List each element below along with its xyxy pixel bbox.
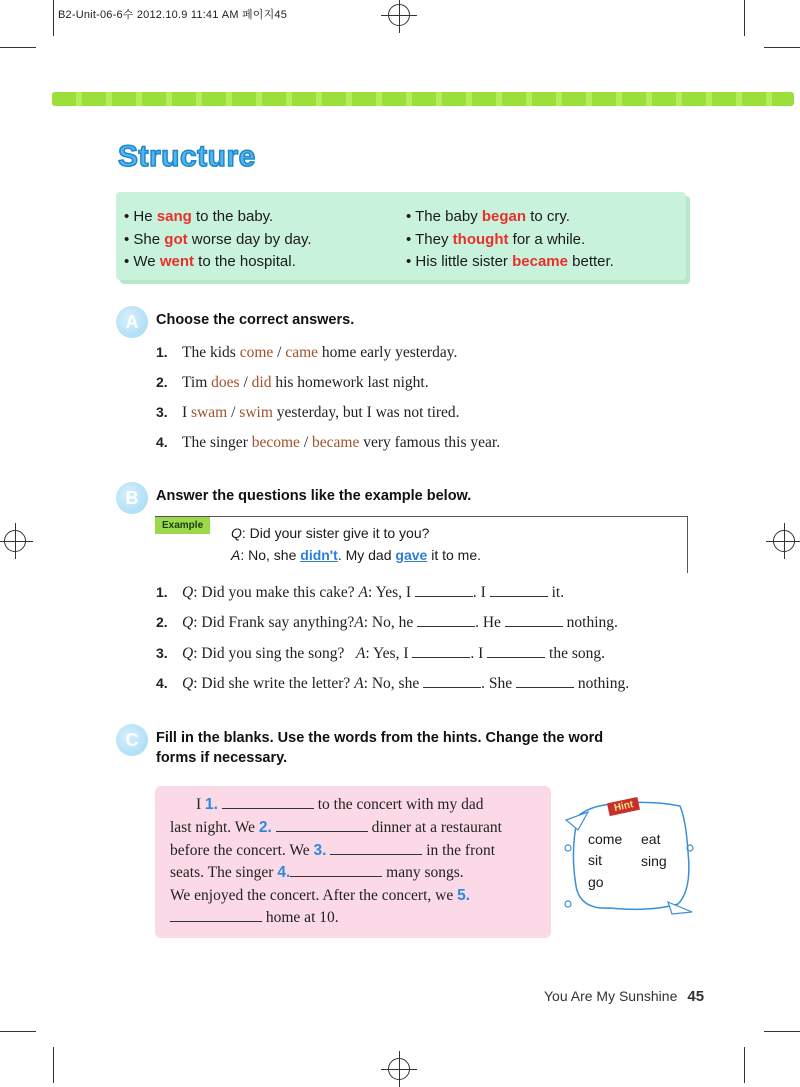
exercise-b-item: 3. Q: Did you sing the song? A: Yes, I . I the song. — [156, 645, 606, 662]
answer-blank[interactable] — [415, 584, 473, 597]
passage-line: before the concert. We 3. in the front — [170, 842, 496, 859]
crop-mark — [764, 1031, 800, 1032]
passage-line: We enjoyed the concert. After the concert, we 5. — [170, 887, 471, 904]
exercise-a-item: 2. Tim does / did his homework last night. — [156, 374, 429, 391]
crop-mark — [744, 0, 745, 36]
page-number: 45 — [687, 988, 705, 1005]
answer-blank[interactable] — [412, 645, 470, 658]
book-title: You Are My Sunshine — [544, 988, 678, 1004]
decorative-stripe — [52, 92, 794, 106]
example-box — [155, 516, 688, 573]
crop-mark — [0, 47, 36, 48]
structure-sentence: • They thought for a while. — [406, 230, 586, 248]
answer-blank[interactable] — [490, 584, 548, 597]
example-tag: Example — [155, 517, 210, 534]
passage-line: I 1. to the concert with my dad — [196, 796, 484, 813]
hint-word: go — [588, 874, 604, 890]
passage-line: seats. The singer 4. many songs. — [170, 864, 464, 881]
exercise-b-item: 1. Q: Did you make this cake? A: Yes, I . I it. — [156, 584, 565, 601]
print-header: B2-Unit-06-6수 2012.10.9 11:41 AM 페이지45 — [58, 9, 288, 21]
structure-box — [116, 192, 686, 280]
passage-blank[interactable] — [276, 819, 368, 832]
exercise-b-item: 2. Q: Did Frank say anything?A: No, he . He nothing. — [156, 614, 618, 631]
section-c-heading: Fill in the blanks. Use the words from the hints. Change the word — [156, 730, 604, 746]
page-footer — [544, 988, 704, 1005]
structure-left-column — [124, 206, 312, 274]
registration-mark-icon — [388, 4, 410, 26]
answer-blank[interactable] — [417, 614, 475, 627]
exercise-a-item: 3. I swam / swim yesterday, but I was not tired. — [156, 404, 460, 421]
registration-mark-icon — [4, 530, 26, 552]
passage-blank[interactable] — [170, 909, 262, 922]
structure-sentence: • His little sister became better. — [406, 253, 614, 270]
structure-sentence: • She got worse day by day. — [124, 230, 312, 248]
crop-mark — [764, 47, 800, 48]
registration-mark-icon — [773, 530, 795, 552]
section-a-icon: A — [116, 306, 148, 338]
crop-mark — [744, 1047, 745, 1083]
example-question: Q: Did your sister give it to you? — [231, 525, 430, 541]
passage-line: home at 10. — [170, 909, 339, 927]
answer-blank[interactable] — [423, 675, 481, 688]
passage-blank[interactable] — [290, 864, 382, 877]
answer-blank[interactable] — [516, 675, 574, 688]
structure-right-column — [406, 206, 614, 274]
passage-blank[interactable] — [330, 842, 422, 855]
section-b-icon: B — [116, 482, 148, 514]
hint-word: eat — [641, 831, 661, 847]
passage-blank[interactable] — [222, 796, 314, 809]
section-c-icon: C — [116, 724, 148, 756]
section-a-heading: Choose the correct answers. — [156, 312, 355, 328]
section-c-heading-line2: forms if necessary. — [156, 750, 288, 766]
example-answer: A: No, she didn't. My dad gave it to me. — [231, 547, 482, 563]
crop-mark — [0, 1031, 36, 1032]
exercise-a-item: 4. The singer become / became very famous this year. — [156, 434, 501, 451]
answer-blank[interactable] — [505, 614, 563, 627]
registration-mark-icon — [388, 1058, 410, 1080]
exercise-b-item: 4. Q: Did she write the letter? A: No, she . She nothing. — [156, 675, 630, 692]
structure-sentence: • The baby began to cry. — [406, 208, 570, 225]
hint-word: sing — [641, 853, 667, 869]
page-title: Structure — [118, 140, 256, 173]
section-b-heading: Answer the questions like the example below. — [156, 488, 472, 504]
structure-sentence: • He sang to the baby. — [124, 208, 274, 225]
crop-mark — [53, 1047, 54, 1083]
hint-word: come — [588, 831, 623, 847]
hint-word: sit — [588, 852, 602, 868]
exercise-a-item: 1. The kids come / came home early yesterday. — [156, 344, 458, 361]
answer-blank[interactable] — [487, 645, 545, 658]
crop-mark — [53, 0, 54, 36]
structure-sentence: • We went to the hospital. — [124, 253, 296, 270]
hint-tag: Hint — [607, 797, 640, 816]
passage-line: last night. We 2. dinner at a restaurant — [170, 819, 502, 836]
